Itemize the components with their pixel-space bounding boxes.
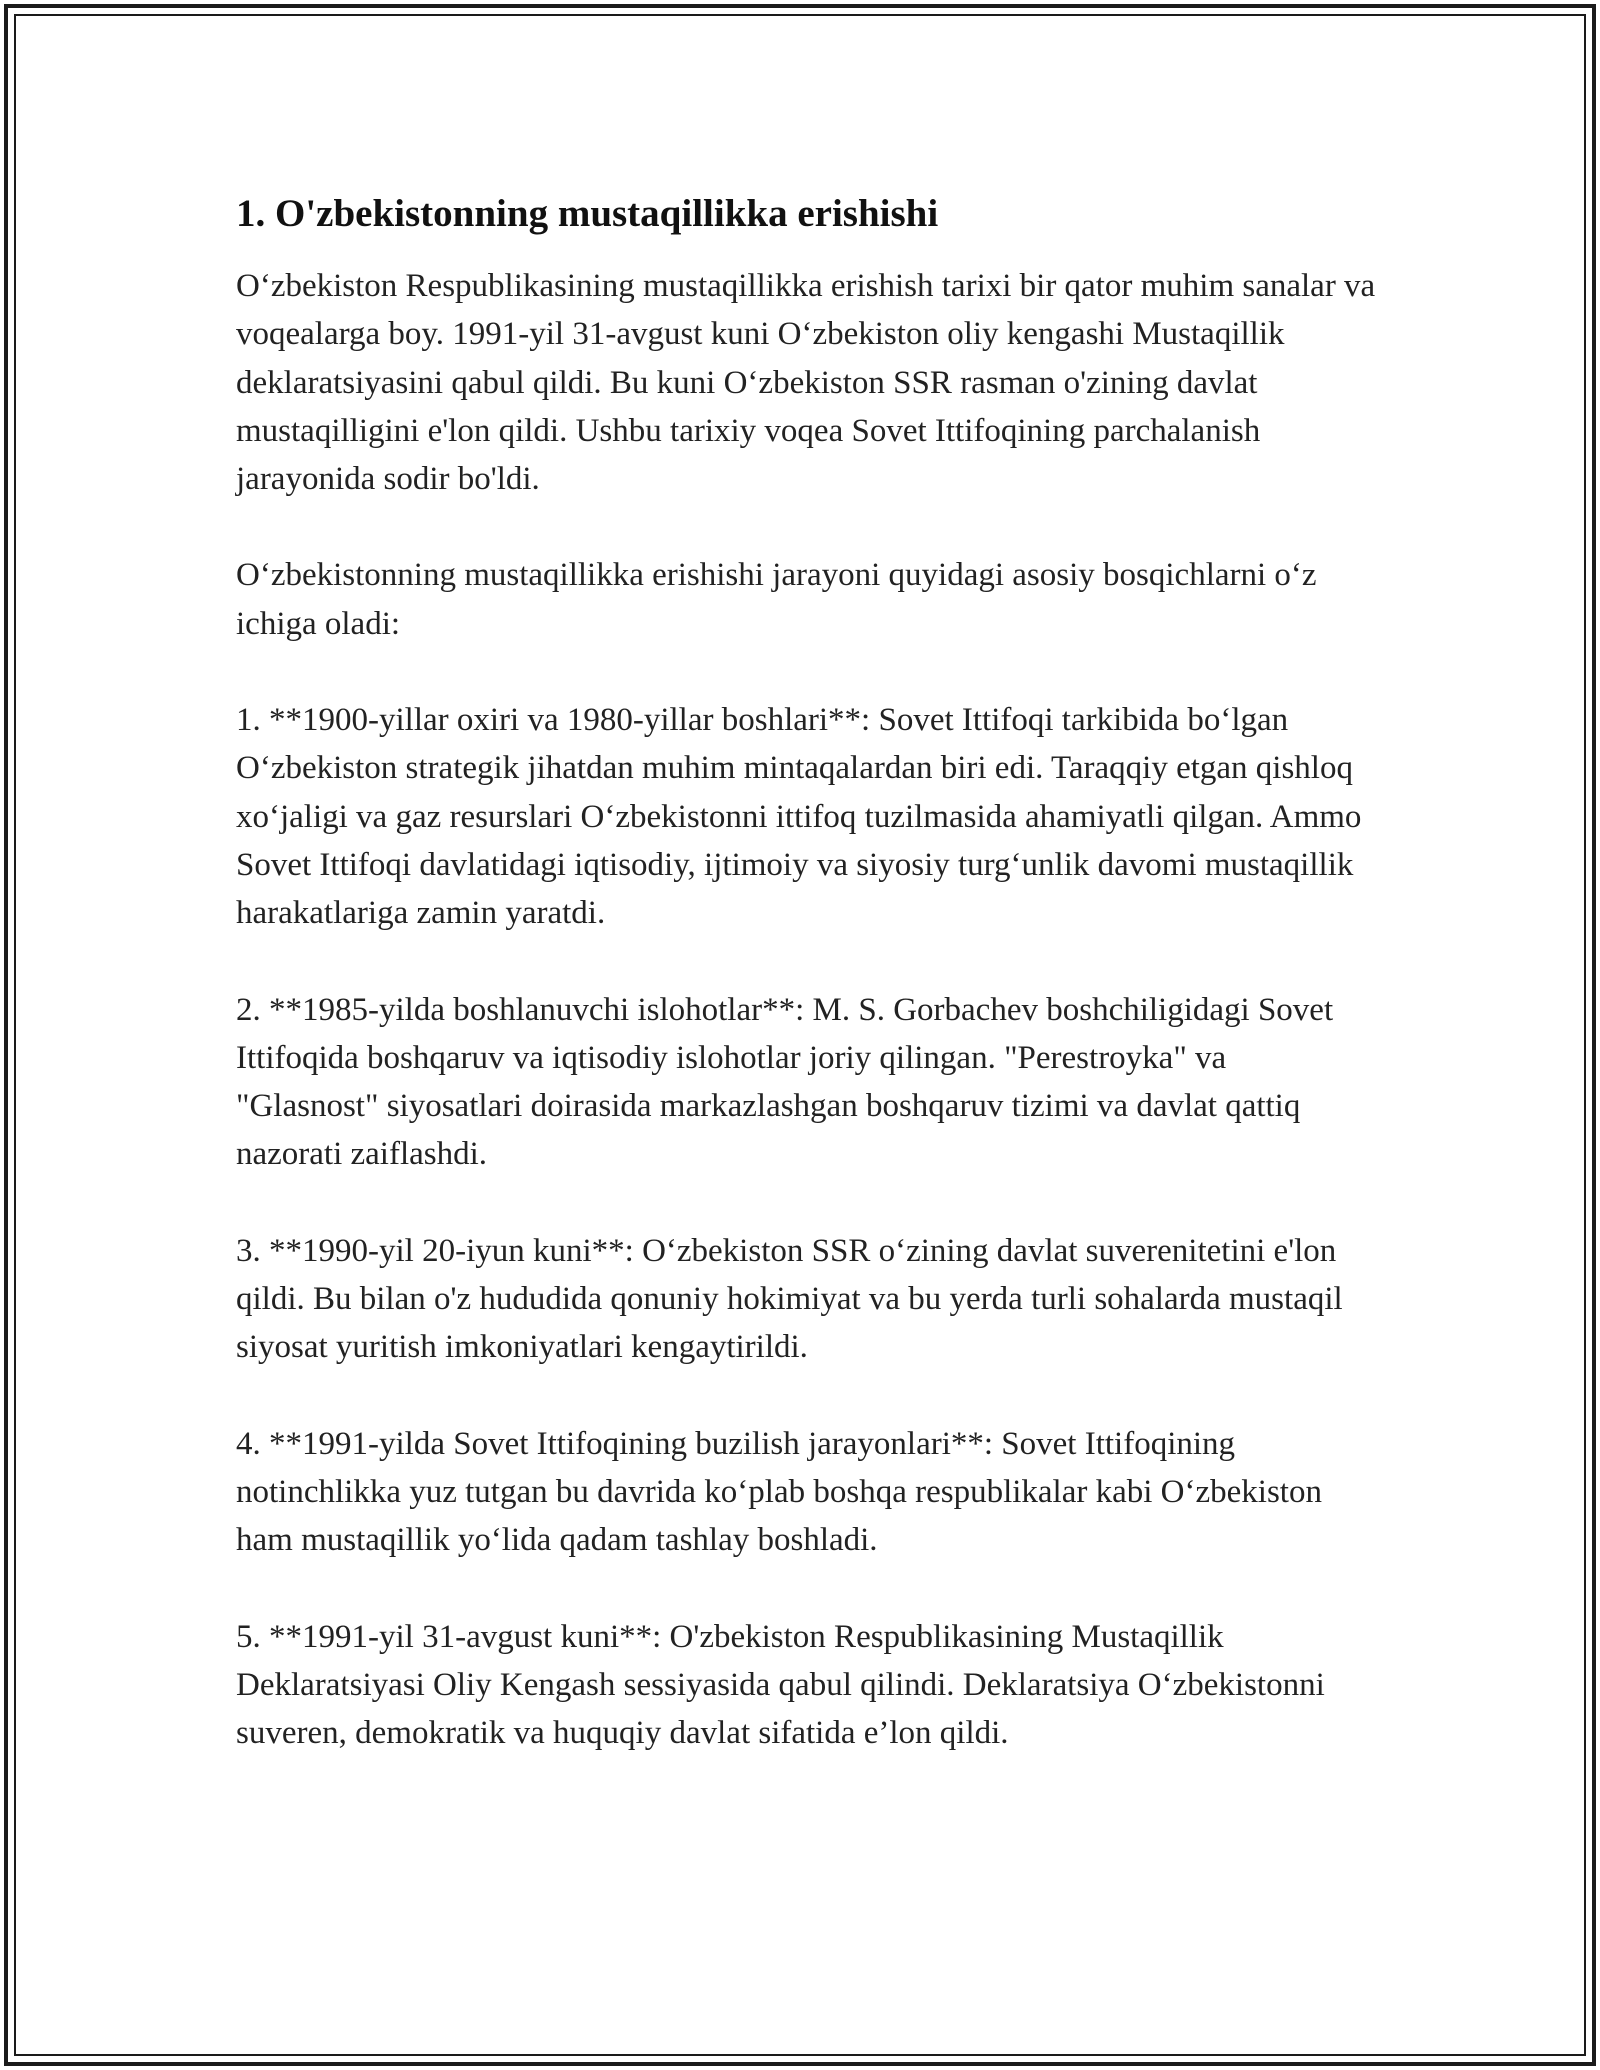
stage-4-paragraph: 4. **1991-yilda Sovet Ittifoqining buzilish jarayonlari**: Sovet Ittifoqining notinchlikka yuz tutgan bu davrida ko‘plab boshqa respublikalar kabi O‘zbekiston ham mustaqillik yo‘lida qadam tashlay boshladi. — [236, 1425, 1322, 1559]
stage-5-paragraph: 5. **1991-yil 31-avgust kuni**: O'zbekiston Respublikasining Mustaqillik Deklaratsiyasi Oliy Kengash sessiyasida qabul qilindi. Deklaratsiya O‘zbekistonni suveren, demokratik va huquqiy davlat sifatida e’lon qildi. — [236, 1618, 1325, 1752]
stages-intro-paragraph: O‘zbekistonning mustaqillikka erishishi jarayoni quyidagi asosiy bosqichlarni o‘z ichiga oladi: — [236, 557, 1317, 642]
stage-1-paragraph: 1. **1900-yillar oxiri va 1980-yillar boshlari**: Sovet Ittifoqi tarkibida bo‘lgan O‘zbekiston strategik jihatdan muhim mintaqalardan biri edi. Taraqqiy etgan qishloq xo‘jaligi va gaz resurslari O‘zbekistonni ittifoq tuzilmasida ahamiyatli qilgan. Ammo Sovet Ittifoqi davlatidagi iqtisodiy, ijtimoiy va siyosiy turg‘unlik davomi mustaqillik harakatlariga zamin yaratdi. — [236, 702, 1362, 932]
document-body — [236, 186, 1376, 1805]
document-title: 1. O'zbekistonning mustaqillikka erishishi — [236, 192, 939, 235]
intro-paragraph: O‘zbekiston Respublikasining mustaqillikka erishish tarixi bir qator muhim sanalar va voqealarga boy. 1991-yil 31-avgust kuni O‘zbekiston oliy kengashi Mustaqillik deklaratsiyasini qabul qildi. Bu kuni O‘zbekiston SSR rasman o'zining davlat mustaqilligini e'lon qildi. Ushbu tarixiy voqea Sovet Ittifoqining parchalanish jarayonida sodir bo'ldi. — [236, 268, 1376, 498]
stage-3-paragraph: 3. **1990-yil 20-iyun kuni**: O‘zbekiston SSR o‘zining davlat suverenitetini e'lon qildi. Bu bilan o'z hududida qonuniy hokimiyat va bu yerda turli sohalarda mustaqil siyosat yuritish imkoniyatlari kengaytirildi. — [236, 1232, 1343, 1366]
stage-2-paragraph: 2. **1985-yilda boshlanuvchi islohotlar**: M. S. Gorbachev boshchiligidagi Sovet Ittifoqida boshqaruv va iqtisodiy islohotlar joriy qilingan. "Perestroyka" va "Glasnost" siyosatlari doirasida markazlashgan boshqaruv tizimi va davlat qattiq nazorati zaiflashdi. — [236, 991, 1334, 1173]
